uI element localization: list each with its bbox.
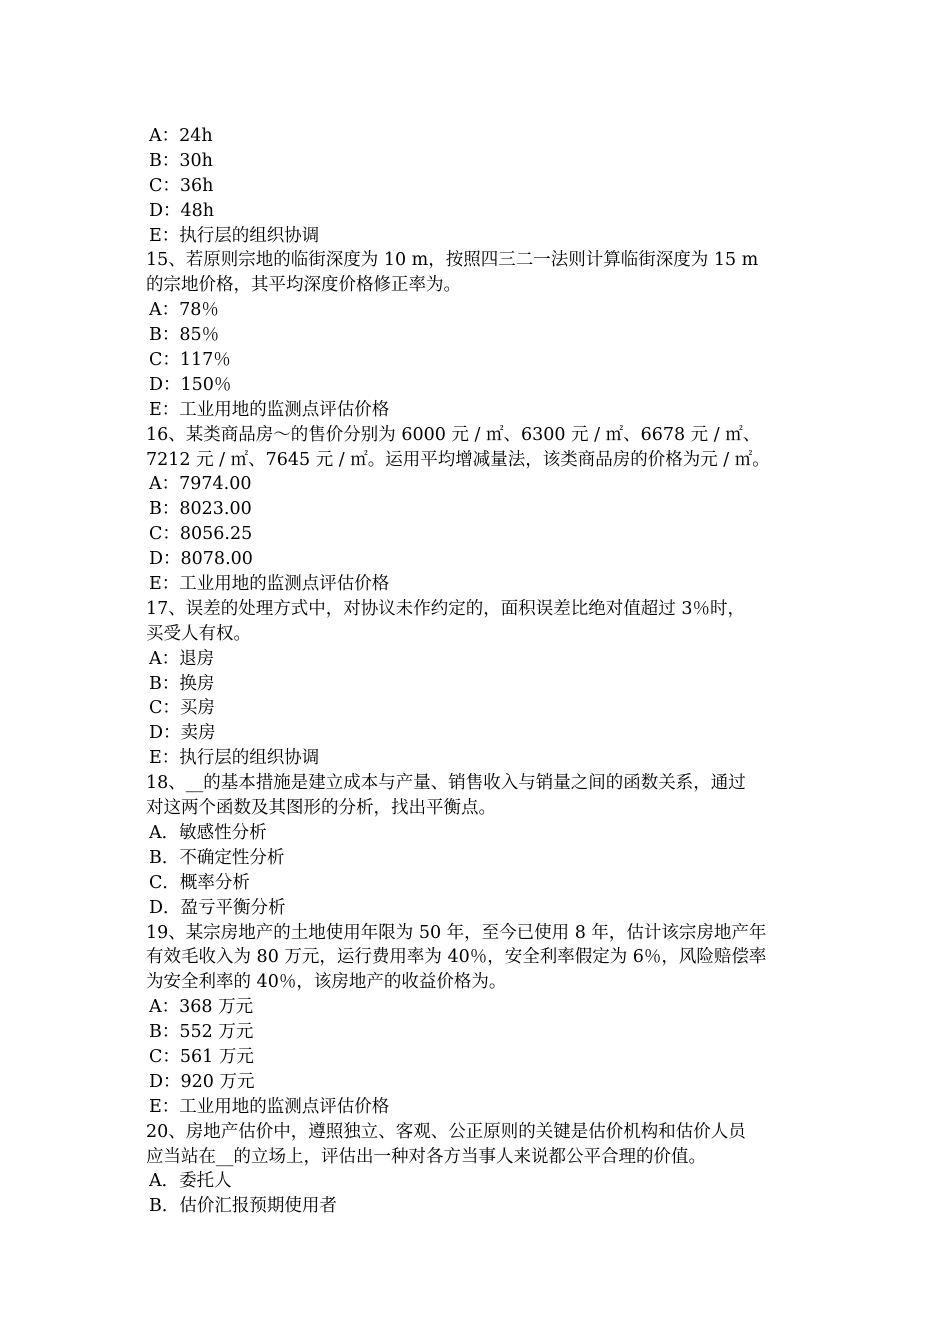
question-stem-continuation: 应当站在__的立场上，评估出一种对各方当事人来说都公平合理的价值。 [146, 1146, 706, 1167]
question-stem-continuation: 对这两个函数及其图形的分析，找出平衡点。 [146, 798, 496, 819]
question-stem: 17、误差的处理方式中，对协议未作约定的，面积误差比绝对值超过 3％时， [146, 598, 745, 619]
answer-option: E：执行层的组织协调 [149, 225, 320, 246]
answer-option: C：8056.25 [149, 524, 253, 545]
answer-option: A：368 万元 [149, 997, 254, 1018]
question-stem: 19、某宗房地产的土地使用年限为 50 年，至今已使用 8 年，估计该宗房地产年 [146, 922, 767, 943]
answer-option: E：工业用地的监测点评估价格 [149, 1096, 390, 1117]
answer-option: A：78％ [149, 300, 219, 321]
answer-option: D：150％ [149, 374, 232, 395]
answer-option: B．不确定性分析 [149, 847, 285, 868]
answer-option: A：24h [149, 126, 213, 146]
answer-option: A．委托人 [149, 1171, 232, 1192]
answer-option: B：30h [149, 150, 213, 171]
question-list [146, 124, 818, 1219]
question-stem-continuation: 的宗地价格，其平均深度价格修正率为。 [146, 275, 461, 296]
answer-option: A：7974.00 [149, 474, 252, 495]
question-stem-continuation: 7212 元 / ㎡、7645 元 / ㎡。运用平均增减量法，该类商品房的价格为元 / ㎡。 [146, 449, 770, 470]
question-stem-continuation: 为安全利率的 40％，该房地产的收益价格为。 [146, 972, 507, 993]
answer-option: D：8078.00 [149, 549, 253, 570]
answer-option: E：工业用地的监测点评估价格 [149, 399, 390, 420]
answer-option: D：920 万元 [149, 1071, 255, 1092]
answer-option: B：8023.00 [149, 499, 252, 520]
question-stem: 16、某类商品房～的售价分别为 6000 元 / ㎡、6300 元 / ㎡、6678 元 / ㎡、 [146, 424, 761, 445]
answer-option: D．盈亏平衡分析 [149, 897, 286, 918]
answer-option: A：退房 [149, 648, 215, 669]
answer-option: B：552 万元 [149, 1022, 254, 1043]
question-stem: 15、若原则宗地的临街深度为 10 m，按照四三二一法则计算临街深度为 15 m [146, 250, 759, 271]
question-stem: 20、房地产估价中，遵照独立、客观、公正原则的关键是估价机构和估价人员 [146, 1121, 746, 1142]
answer-option: B：85％ [149, 325, 220, 346]
answer-option: D：48h [149, 200, 215, 221]
answer-option: C：117％ [149, 350, 231, 371]
answer-option: B．估价汇报预期使用者 [149, 1196, 337, 1217]
answer-option: E：工业用地的监测点评估价格 [149, 574, 390, 595]
answer-option: D：卖房 [149, 723, 216, 744]
answer-option: C．概率分析 [149, 872, 250, 893]
question-stem-continuation: 买受人有权。 [146, 623, 251, 644]
question-stem: 18、__的基本措施是建立成本与产量、销售收入与销量之间的函数关系，通过 [146, 773, 746, 794]
answer-option: C：561 万元 [149, 1046, 254, 1067]
answer-option: C：36h [149, 175, 214, 196]
answer-option: C：买房 [149, 698, 215, 719]
answer-option: B：换房 [149, 673, 215, 694]
answer-option: A．敏感性分析 [149, 822, 267, 843]
answer-option: E：执行层的组织协调 [149, 748, 320, 769]
question-stem-continuation: 有效毛收入为 80 万元，运行费用率为 40％，安全利率假定为 6％，风险赔偿率 [146, 947, 767, 968]
